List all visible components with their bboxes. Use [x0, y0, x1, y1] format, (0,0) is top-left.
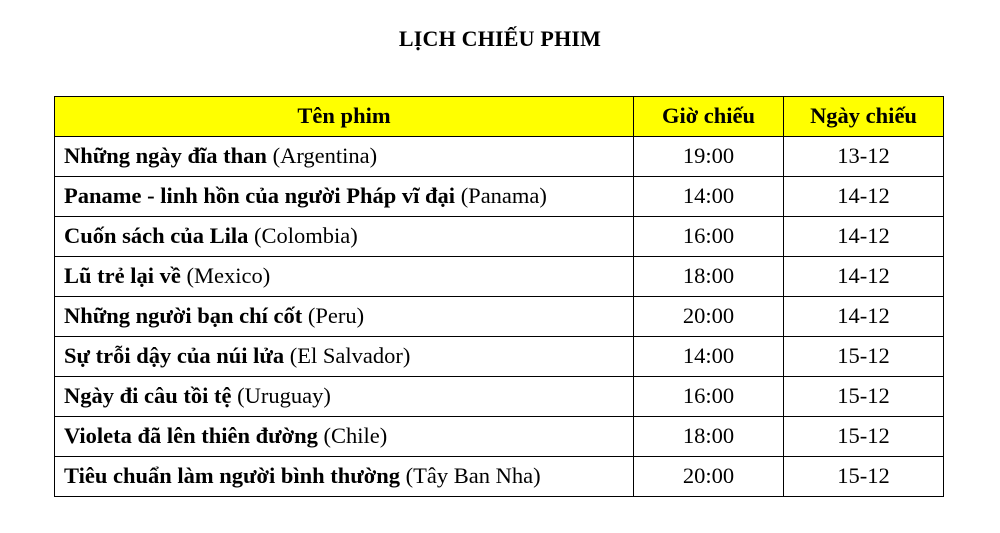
time-cell: 14:00 — [634, 337, 784, 377]
movie-country: (Uruguay) — [237, 383, 331, 409]
table-header-row — [55, 97, 944, 137]
movie-cell — [55, 337, 634, 377]
movie-title: Lũ trẻ lại về — [64, 263, 181, 289]
date-cell: 15-12 — [784, 377, 944, 417]
movie-title: Tiêu chuẩn làm người bình thường — [64, 463, 400, 489]
date-cell: 15-12 — [784, 337, 944, 377]
date-cell: 14-12 — [784, 297, 944, 337]
date-cell: 14-12 — [784, 217, 944, 257]
movie-country: (Panama) — [460, 183, 547, 209]
movie-title: Những người bạn chí cốt — [64, 303, 303, 329]
column-header-movie: Tên phim — [55, 97, 634, 137]
table-row — [55, 297, 944, 337]
time-cell: 14:00 — [634, 177, 784, 217]
time-cell: 16:00 — [634, 217, 784, 257]
movie-cell — [55, 177, 634, 217]
date-cell: 14-12 — [784, 177, 944, 217]
movie-title: Paname - linh hồn của người Pháp vĩ đại — [64, 183, 456, 209]
time-cell: 19:00 — [634, 137, 784, 177]
movie-country: (Mexico) — [186, 263, 271, 289]
table-row — [55, 137, 944, 177]
movie-country: (Tây Ban Nha) — [405, 463, 541, 489]
time-cell: 20:00 — [634, 297, 784, 337]
movie-cell — [55, 217, 634, 257]
movie-title: Những ngày đĩa than — [64, 143, 267, 169]
date-cell: 15-12 — [784, 417, 944, 457]
table-row — [55, 377, 944, 417]
table-row — [55, 417, 944, 457]
movie-cell — [55, 377, 634, 417]
time-cell: 18:00 — [634, 257, 784, 297]
time-cell: 16:00 — [634, 377, 784, 417]
date-cell: 13-12 — [784, 137, 944, 177]
table-row — [55, 217, 944, 257]
movie-cell — [55, 257, 634, 297]
movie-cell — [55, 297, 634, 337]
movie-title: Violeta đã lên thiên đường — [64, 423, 318, 449]
table-row — [55, 457, 944, 497]
movie-title: Ngày đi câu tồi tệ — [64, 383, 232, 409]
time-cell: 20:00 — [634, 457, 784, 497]
movie-title: Cuốn sách của Lila — [64, 223, 249, 249]
page-title: LỊCH CHIẾU PHIM — [398, 26, 602, 51]
movie-country: (Colombia) — [254, 223, 358, 249]
column-header-date: Ngày chiếu — [784, 97, 944, 137]
column-header-time: Giờ chiếu — [634, 97, 784, 137]
movie-country: (El Salvador) — [289, 343, 411, 369]
schedule-table — [54, 96, 944, 497]
movie-country: (Peru) — [307, 303, 365, 329]
movie-title: Sự trỗi dậy của núi lửa — [64, 343, 285, 369]
movie-country: (Chile) — [323, 423, 388, 449]
movie-cell — [55, 417, 634, 457]
date-cell: 15-12 — [784, 457, 944, 497]
movie-cell — [55, 457, 634, 497]
movie-country: (Argentina) — [272, 143, 378, 169]
table-row — [55, 337, 944, 377]
time-cell: 18:00 — [634, 417, 784, 457]
date-cell: 14-12 — [784, 257, 944, 297]
movie-cell — [55, 137, 634, 177]
table-row — [55, 177, 944, 217]
table-row — [55, 257, 944, 297]
